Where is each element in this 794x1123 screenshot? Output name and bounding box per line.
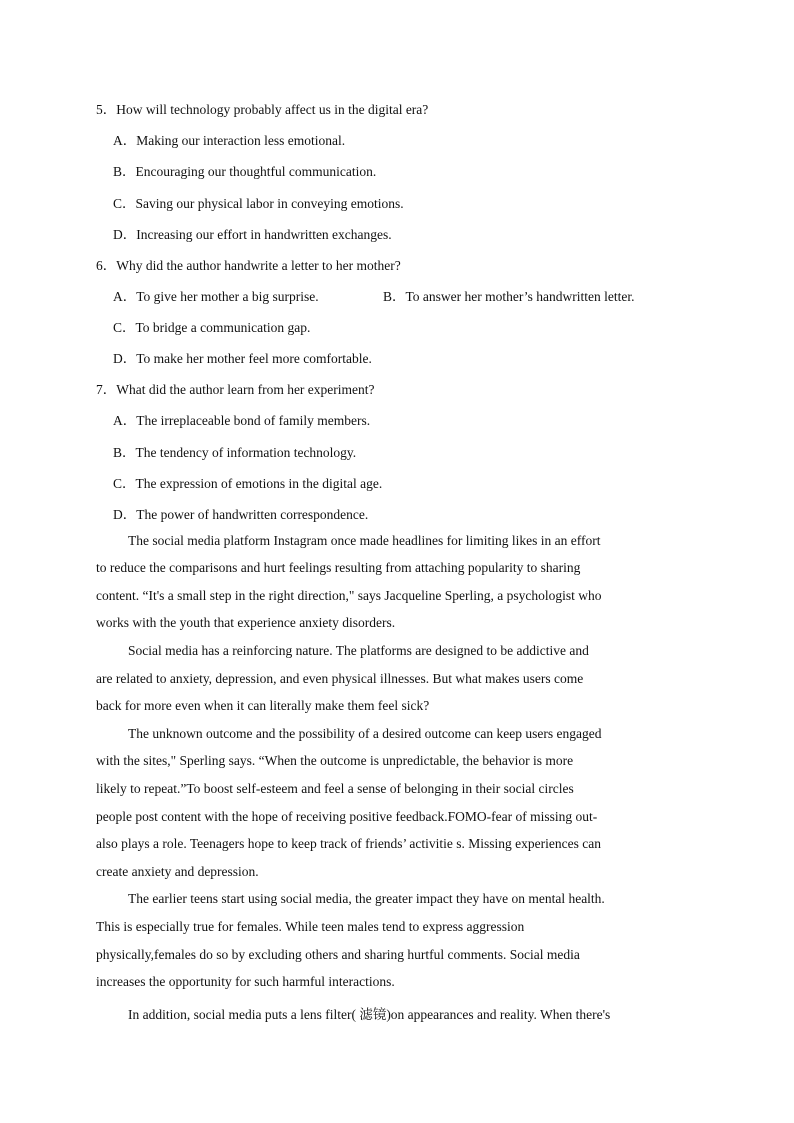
passage-line: increases the opportunity for such harmful interactions. [96,974,395,989]
passage-line: also plays a role. Teenagers hope to keep track of friends’ activitie s. Missing experiences can [96,836,601,851]
question-6-option-a: A．To give her mother a big surprise. [113,289,319,304]
question-5-option-a: A．Making our interaction less emotional. [113,133,346,148]
passage-line: content. “It's a small step in the right direction," says Jacqueline Sperling, a psychologist who [96,588,602,603]
passage-line: physically,females do so by excluding others and sharing hurtful comments. Social media [96,947,580,962]
question-6-option-d: D．To make her mother feel more comfortable. [113,351,372,366]
question-7-option-d: D．The power of handwritten correspondence. [113,507,369,522]
question-6-stem: 6．Why did the author handwrite a letter to her mother? [96,258,401,273]
passage-line: to reduce the comparisons and hurt feelings resulting from attaching popularity to sharing [96,560,581,575]
passage-line: with the sites," Sperling says. “When the outcome is unpredictable, the behavior is more [96,753,574,768]
passage-line: create anxiety and depression. [96,864,259,879]
passage-line: people post content with the hope of receiving positive feedback.FOMO-fear of missing out- [96,809,598,824]
question-7-stem: 7．What did the author learn from her experiment? [96,382,375,397]
question-5-option-d: D．Increasing our effort in handwritten exchanges. [113,227,392,242]
question-6-option-b: B．To answer her mother’s handwritten letter. [383,289,635,304]
question-6-option-c: C．To bridge a communication gap. [113,320,311,335]
passage-line: The earlier teens start using social media, the greater impact they have on mental health. [128,891,605,906]
passage-line: This is especially true for females. While teen males tend to express aggression [96,919,525,934]
question-5-stem: 5．How will technology probably affect us in the digital era? [96,102,429,117]
passage-line: In addition, social media puts a lens filter( 滤镜)on appearances and reality. When there's [128,1007,611,1022]
question-5-option-b: B．Encouraging our thoughtful communication. [113,164,377,179]
passage-line: The social media platform Instagram once made headlines for limiting likes in an effort [128,533,601,548]
passage-line: are related to anxiety, depression, and even physical illnesses. But what makes users come [96,671,584,686]
question-7-option-b: B．The tendency of information technology. [113,445,357,460]
passage-line: likely to repeat.”To boost self-esteem and feel a sense of belonging in their social circles [96,781,574,796]
question-7-option-c: C．The expression of emotions in the digital age. [113,476,383,491]
passage-line: works with the youth that experience anxiety disorders. [96,615,396,630]
question-7-option-a: A．The irreplaceable bond of family members. [113,413,371,428]
question-5-option-c: C．Saving our physical labor in conveying emotions. [113,196,404,211]
passage-line: The unknown outcome and the possibility of a desired outcome can keep users engaged [128,726,602,741]
passage-line: Social media has a reinforcing nature. The platforms are designed to be addictive and [128,643,589,658]
passage-line: back for more even when it can literally make them feel sick? [96,698,430,713]
